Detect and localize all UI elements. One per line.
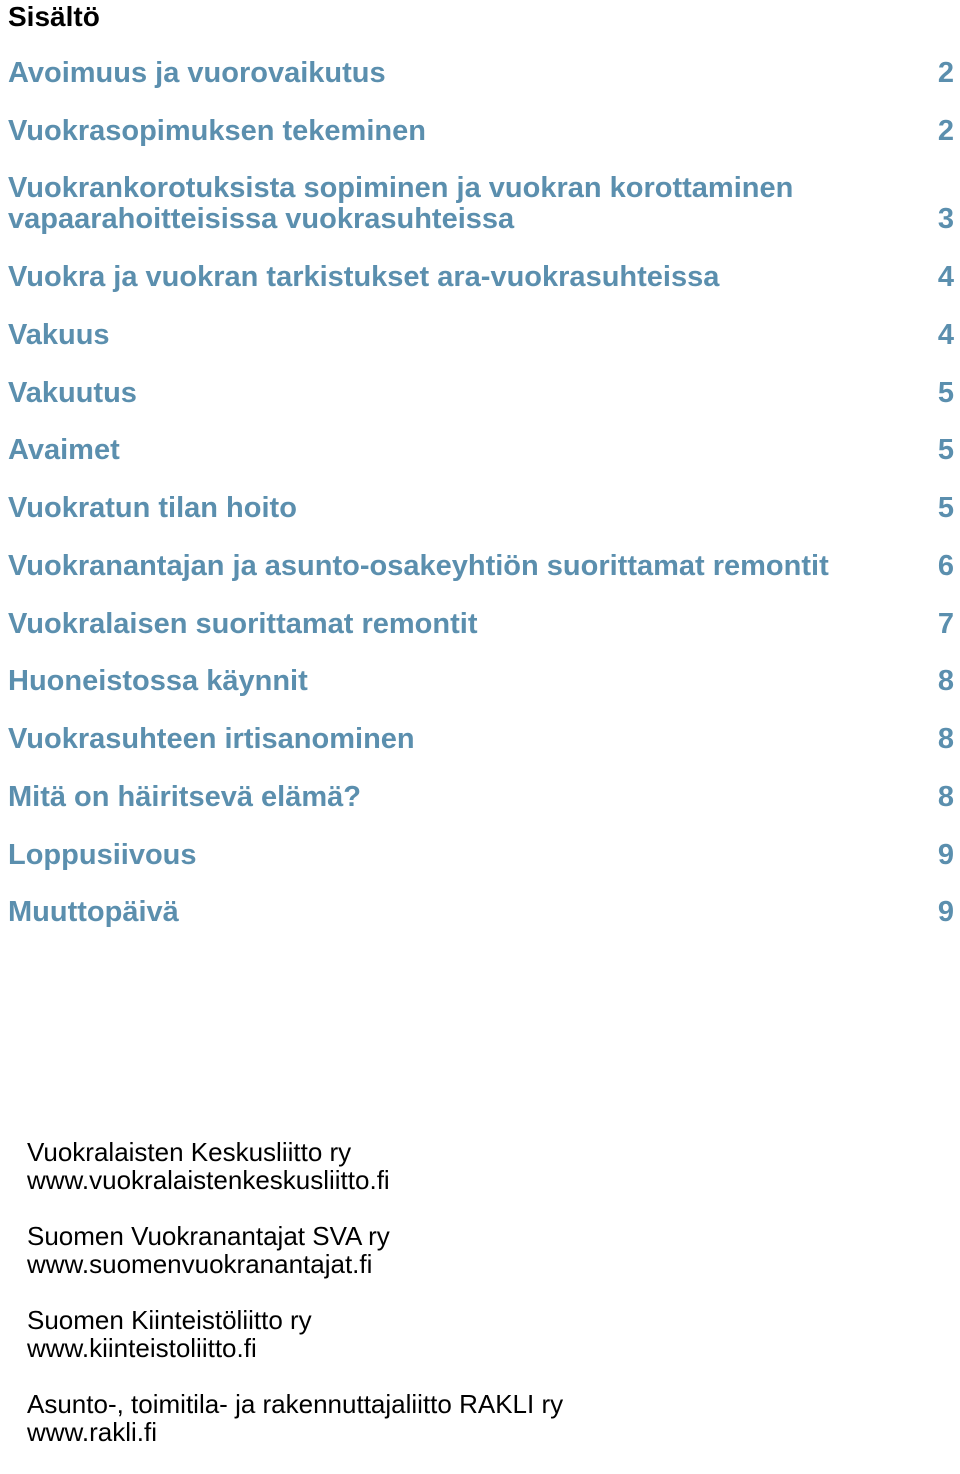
toc-entry-vakuutus[interactable]	[8, 378, 954, 409]
toc-entry-label: Vakuutus	[8, 377, 137, 409]
toc-entry-label: Vuokra ja vuokran tarkistukset ara-vuokrasuhteissa	[8, 261, 720, 293]
organization-name: Asunto-, toimitila- ja rakennuttajaliitto RAKLI ry	[27, 1389, 564, 1419]
toc-entry-label: Mitä on häiritsevä elämä?	[8, 781, 361, 813]
toc-entry-avaimet[interactable]	[8, 435, 954, 466]
toc-entry-page: 4	[937, 261, 954, 293]
toc-entry-label: Vuokratun tilan hoito	[8, 492, 297, 524]
toc-entry-page: 9	[937, 839, 954, 871]
toc-entry-page: 8	[937, 723, 954, 755]
toc-entry-page: 6	[937, 550, 954, 582]
toc-entry-label: Vuokrasopimuksen tekeminen	[8, 115, 426, 147]
organization-name: Vuokralaisten Keskusliitto ry	[27, 1137, 352, 1167]
toc-entry-page: 5	[937, 434, 954, 466]
toc-entry-page: 7	[937, 608, 954, 640]
organization-url-link[interactable]: www.rakli.fi	[27, 1417, 158, 1447]
toc-entry-tilan-hoito[interactable]	[8, 493, 954, 524]
toc-entry-page: 4	[937, 319, 954, 351]
toc-entry-vuokrasopimus[interactable]	[8, 116, 954, 147]
organization-name: Suomen Kiinteistöliitto ry	[27, 1305, 312, 1335]
page-title: Sisältö	[8, 1, 100, 32]
toc-entry-ara-vuokrasuhteet[interactable]	[8, 262, 954, 293]
toc-entry-hairitseva-elama[interactable]	[8, 782, 954, 813]
toc-entry-label: Vuokranantajan ja asunto-osakeyhtiön suorittamat remontit	[8, 550, 829, 582]
organization-url-link[interactable]: www.vuokralaistenkeskusliitto.fi	[27, 1165, 390, 1195]
toc-entry-label: Vuokrasuhteen irtisanominen	[8, 723, 415, 755]
toc-entry-huoneistossa-kaynnit[interactable]	[8, 666, 954, 697]
toc-entry-label: Vuokrankorotuksista sopiminen ja vuokran korottaminen vapaarahoitteisissa vuokrasuhteissa	[8, 172, 794, 235]
toc-entry-label: Huoneistossa käynnit	[8, 665, 308, 697]
toc-entry-label: Avoimuus ja vuorovaikutus	[8, 57, 386, 89]
toc-entry-page: 2	[937, 57, 954, 89]
toc-entry-page: 5	[937, 492, 954, 524]
toc-entry-label: Vuokralaisen suorittamat remontit	[8, 608, 478, 640]
organization-url-link[interactable]: www.kiinteistoliitto.fi	[27, 1333, 257, 1363]
organization-entry	[27, 1306, 927, 1362]
organization-entry	[27, 1390, 927, 1446]
toc-entry-page: 5	[937, 377, 954, 409]
toc-entry-vakuus[interactable]	[8, 320, 954, 351]
toc-entry-page: 8	[937, 781, 954, 813]
toc-entry-page: 2	[937, 115, 954, 147]
toc-entry-label: Avaimet	[8, 434, 120, 466]
toc-entry-label: Loppusiivous	[8, 839, 197, 871]
organization-list	[27, 1138, 927, 1474]
toc-entry-label: Muuttopäivä	[8, 896, 179, 928]
toc-entry-page: 8	[937, 665, 954, 697]
toc-entry-label: Vakuus	[8, 319, 110, 351]
organization-entry	[27, 1222, 927, 1278]
toc-entry-avoimuus[interactable]	[8, 58, 954, 89]
toc-entry-irtisanominen[interactable]	[8, 724, 954, 755]
organization-name: Suomen Vuokranantajat SVA ry	[27, 1221, 390, 1251]
toc-entry-muuttopaiva[interactable]	[8, 897, 954, 928]
toc-entry-vuokranantajan-remontit[interactable]	[8, 551, 954, 582]
organization-entry	[27, 1138, 927, 1194]
toc-entry-vuokrankorotukset[interactable]	[8, 173, 954, 235]
toc-entry-page: 9	[937, 896, 954, 928]
toc-entry-page: 3	[937, 203, 954, 235]
toc-entry-loppusiivous[interactable]	[8, 840, 954, 871]
organization-url-link[interactable]: www.suomenvuokranantajat.fi	[27, 1249, 373, 1279]
toc-entry-vuokralaisen-remontit[interactable]	[8, 609, 954, 640]
